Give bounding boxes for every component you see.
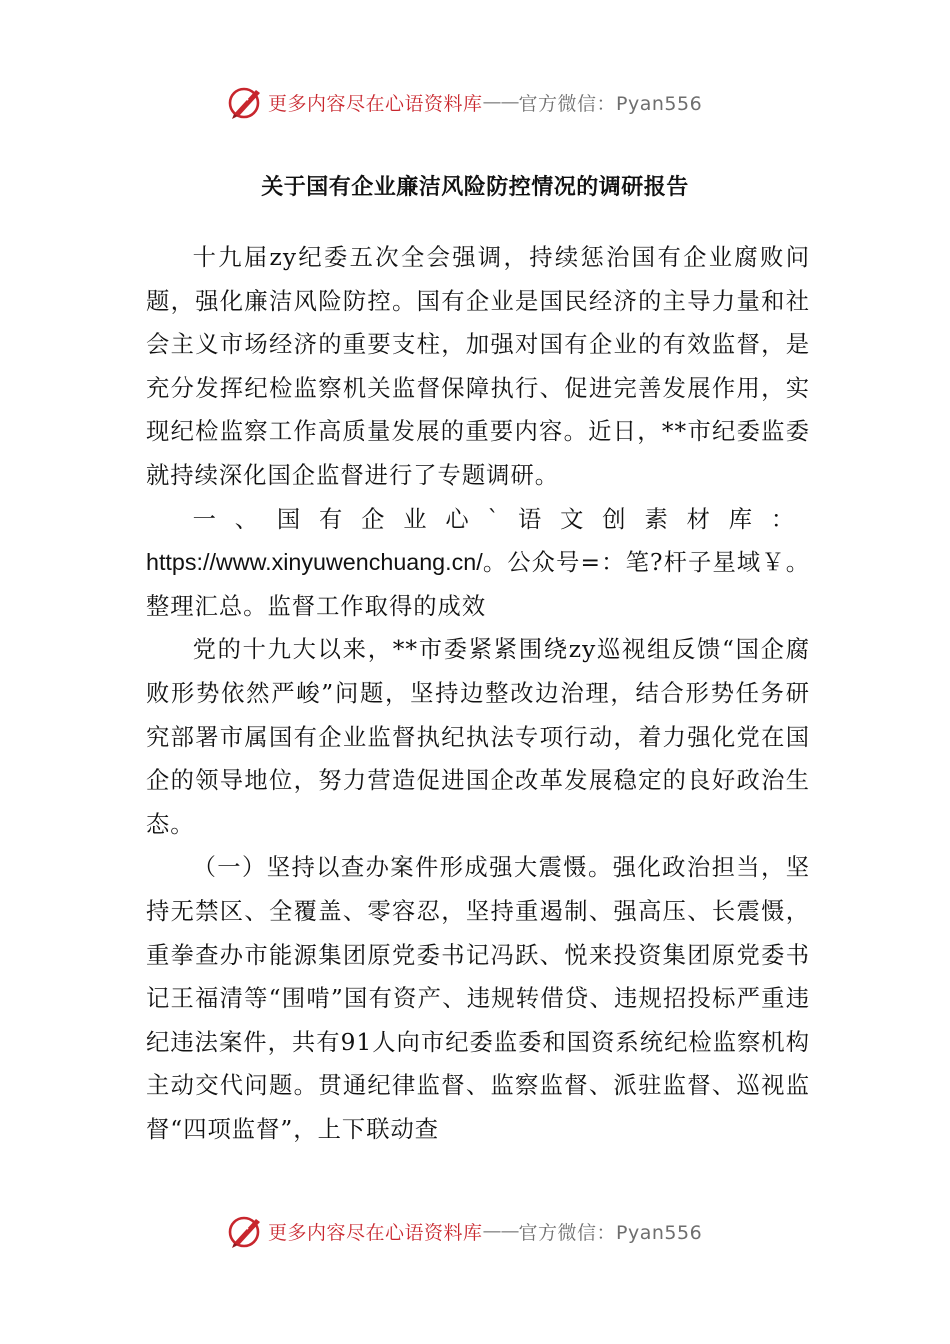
section-heading-1 [146, 498, 810, 629]
paragraph-case-handling: （一）坚持以查办案件形成强大震慑。强化政治担当，坚持无禁区、全覆盖、零容忍，坚持重遏制、强高压、长震慑，重拳查办市能源集团原党委书记冯跃、悦来投资集团原党委书记王福清等“围啃”国有资产、违规转借贷、违规招投标严重违纪违法案件，共有91人向市纪委监委和国资系统纪检监察机构主动交代问题。贯通纪律监督、监察监督、派驻监督、巡视监督“四项监督”，上下联动查 [146, 854, 810, 1143]
document-body [146, 236, 810, 1151]
section-heading-1-label: 一、国有企业心`语文创素材库： [192, 505, 810, 533]
watermark-dash: —— [482, 91, 519, 113]
pen-logo-icon [226, 82, 266, 122]
watermark-wechat-text: 官方微信：Pyan556 [518, 1221, 703, 1244]
watermark-wechat-text: 官方微信：Pyan556 [518, 92, 703, 115]
source-url-link[interactable]: https://www.xinyuwenchuang.cn/ [146, 549, 483, 576]
paragraph-intro: 十九届zy纪委五次全会强调，持续惩治国有企业腐败问题，强化廉洁风险防控。国有企业是国民经济的主导力量和社会主义市场经济的重要支柱，加强对国有企业的有效监督，是充分发挥纪检监察机关监督保障执行、促进完善发展作用，实现纪检监察工作高质量发展的重要内容。近日，**市纪委监委就持续深化国企监督进行了专题调研。 [146, 244, 810, 489]
watermark-banner-top [226, 82, 746, 122]
section-heading-1-rest: 。公众号=：笔?杆子星域￥。整理汇总。监督工作取得的成效 [146, 549, 810, 620]
watermark-dash: —— [482, 1220, 519, 1242]
watermark-site-text: 更多内容尽在心语资料库 [268, 92, 483, 115]
watermark-banner-bottom [226, 1211, 746, 1251]
watermark-site-text: 更多内容尽在心语资料库 [268, 1221, 483, 1244]
document-title: 关于国有企业廉洁风险防控情况的调研报告 [261, 175, 689, 200]
pen-logo-icon [226, 1211, 266, 1251]
paragraph-overview: 党的十九大以来，**市委紧紧围绕zy巡视组反馈“国企腐败形势依然严峻”问题，坚持边整改边治理，结合形势任务研究部署市属国有企业监督执纪执法专项行动，着力强化党在国企的领导地位，努力营造促进国企改革发展稳定的良好政治生态。 [146, 636, 810, 838]
